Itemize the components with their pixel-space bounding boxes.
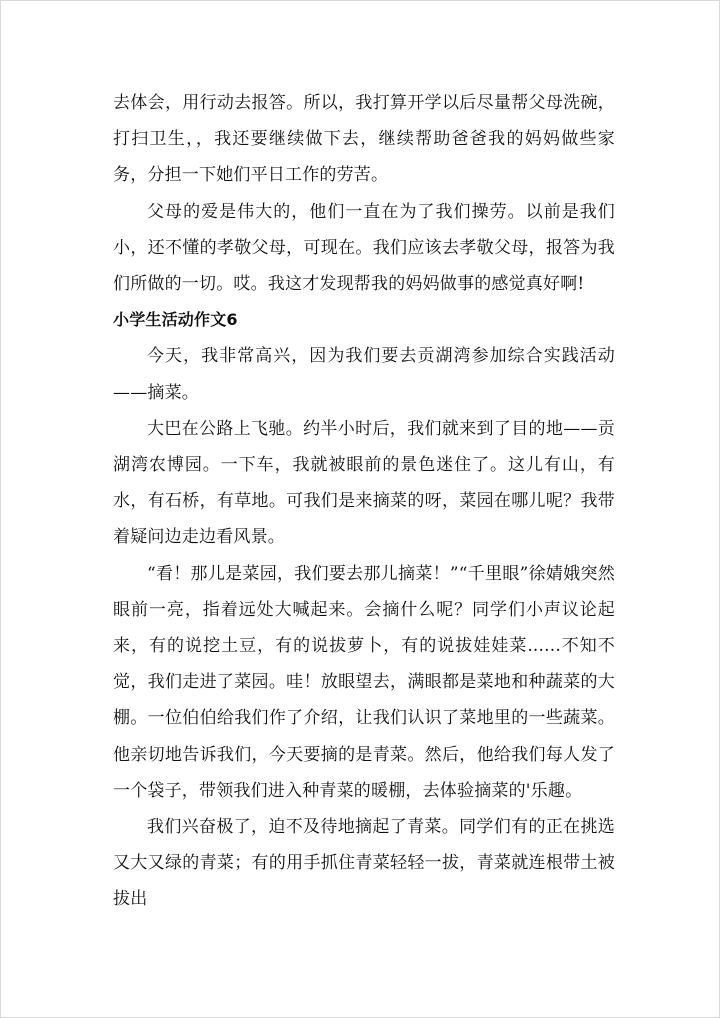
paragraph-parents-love: 父母的爱是伟大的，他们一直在为了我们操劳。以前是我们小，还不懂的孝敬父母，可现在。我们应该去孝敬父母，报答为我们所做的一切。哎。我这才发现帮我的妈妈做事的感觉真好啊!: [113, 201, 615, 295]
paragraph-today: 今天，我非常高兴，因为我们要去贡湖湾参加综合实践活动——摘菜。: [113, 346, 615, 403]
section-heading: 小学生活动作文6: [113, 310, 238, 330]
paragraph-bus-ride: 大巴在公路上飞驰。约半小时后，我们就来到了目的地——贡湖湾农博园。一下车，我就被眼前的景色迷住了。这儿有山，有水，有石桥，有草地。可我们是来摘菜的呀，菜园在哪儿呢？我带着疑问边走边看风景。: [113, 418, 615, 548]
document-body: [113, 85, 615, 918]
paragraph-continued: 去体会，用行动去报答。所以，我打算开学以后尽量帮父母洗碗，打扫卫生，，我还要继续做下去，继续帮助爸爸我的妈妈做些家务，分担一下她们平日工作的劳苦。: [113, 93, 615, 186]
paragraph-picking: 我们兴奋极了，迫不及待地摘起了青菜。同学们有的正在挑选又大又绿的青菜；有的用手抓住青菜轻轻一拔，青菜就连根带土被拔出: [113, 817, 615, 910]
paragraph-vegetable-garden: “看！那儿是菜园，我们要去那儿摘菜！”“千里眼”徐婧娥突然眼前一亮，指着远处大喊起来。会摘什么呢？同学们小声议论起来，有的说挖土豆，有的说拔萝卜，有的说拔娃娃菜......不知不觉，我们走进了菜园。哇！放眼望去，满眼都是菜地和种蔬菜的大棚。一位伯伯给我们作了介绍，让我们认识了菜地里的一些蔬菜。他亲切地告诉我们，今天要摘的是青菜。然后，他给我们每人发了一个袋子，带领我们进入种青菜的暖棚，去体验摘菜的'乐趣。: [113, 563, 615, 801]
